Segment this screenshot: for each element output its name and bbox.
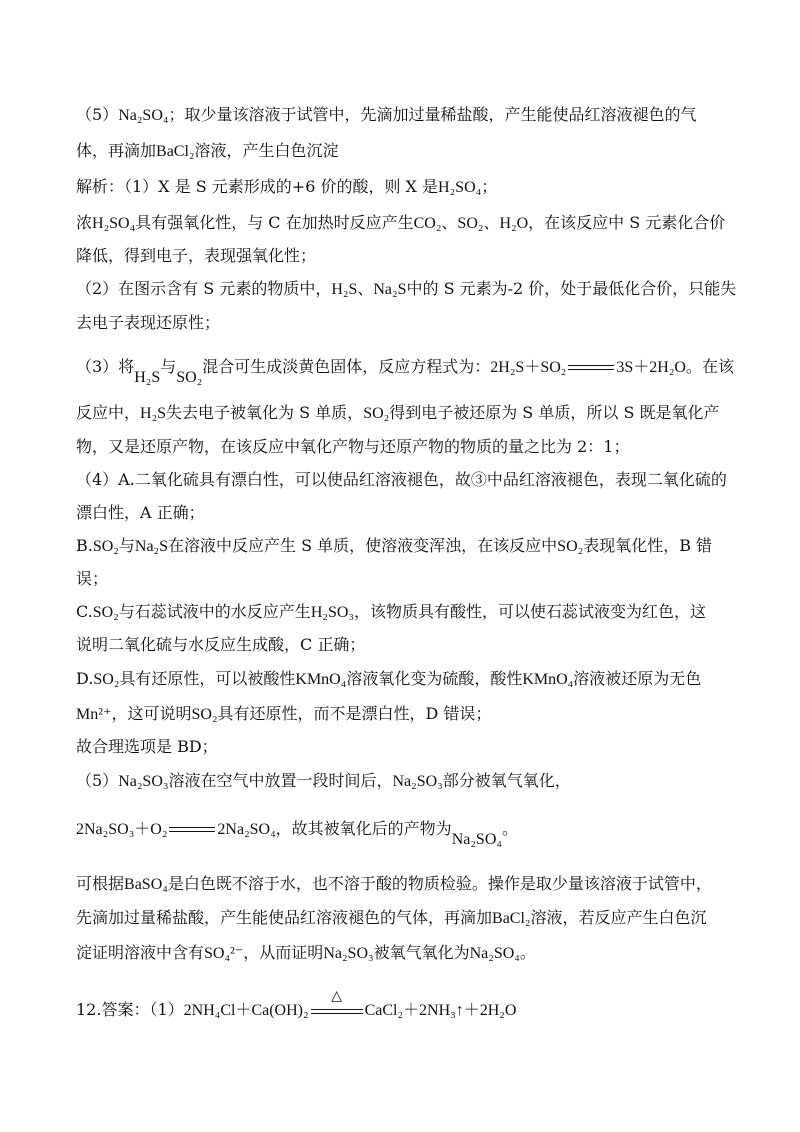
text: 表现氧化性，B 错 — [583, 536, 713, 555]
formula-h2s: H₂S — [140, 405, 167, 422]
text: 具有强氧化性，与 C 在加热时反应产生 — [135, 213, 414, 232]
equals-sign-icon — [169, 824, 215, 836]
formula-so2: SO₂ — [92, 538, 119, 555]
text: 溶液，若反应产生白色沉 — [530, 908, 707, 927]
formula-products: CO₂、SO₂、H₂O — [413, 215, 529, 232]
formula-na2so3: Na₂SO₃ — [392, 773, 443, 790]
text: ，该物质具有酸性，可以使石蕊试液变为红色，这 — [353, 602, 706, 621]
formula-so2: SO₂ — [176, 369, 203, 386]
analysis-5-line-2 — [76, 817, 740, 853]
text: B. — [76, 536, 93, 555]
analysis-4c-line-2 — [76, 633, 740, 657]
text: ，在该反应中 S 元素化合价 — [528, 213, 726, 232]
text: 溶液，产生白色沉淀 — [194, 141, 339, 160]
analysis-4-line-2 — [76, 501, 740, 525]
answer-12-line — [76, 990, 740, 1030]
text: 具有还原性，可以被酸性 — [119, 669, 296, 688]
formula-h2so4: H₂SO₄ — [92, 215, 136, 232]
text: ，故其被氧化后的产物为 — [275, 819, 452, 838]
equation-right: 2Na₂SO₄ — [217, 821, 276, 838]
text: 混合可生成淡黄色固体，反应方程式为： — [202, 357, 491, 376]
analysis-1-line-3 — [76, 244, 740, 268]
analysis-4d-line-1 — [76, 667, 740, 692]
formula-h2s: H₂S — [134, 369, 161, 386]
text: 可根据 — [76, 874, 125, 893]
analysis-1-line — [76, 175, 740, 200]
ion-sulfate: SO₄²⁻ — [204, 945, 244, 962]
text: 说明二氧化硫与水反应生成酸，C 正确； — [76, 635, 366, 654]
text: 降低，得到电子，表现强氧化性； — [76, 246, 317, 265]
formula-na2so3: Na₂SO₃ — [118, 773, 169, 790]
analysis-4d-line-2 — [76, 702, 740, 727]
text: 淀证明溶液中含有 — [76, 943, 205, 962]
analysis-4-conclusion — [76, 735, 740, 759]
text: 误； — [76, 569, 109, 588]
text: ； — [481, 177, 498, 196]
text: 。 — [501, 819, 518, 838]
answer-5-line-2 — [76, 139, 740, 164]
text: 漂白性，A 正确； — [76, 503, 205, 522]
text: 故合理选项是 BD； — [76, 737, 218, 756]
text: 先滴加过量稀盐酸，产生能使品红溶液褪色的气体，再滴加 — [76, 908, 493, 927]
formula-so2: SO₂ — [92, 604, 119, 621]
heat-triangle-icon: △ — [331, 990, 342, 1004]
analysis-3-line-3 — [76, 435, 740, 459]
analysis-4c-line-1 — [76, 600, 740, 625]
text: 溶液氧化变为硫酸，酸性 — [346, 669, 523, 688]
formula-baso4: BaSO₄ — [124, 876, 168, 893]
equals-sign-icon — [568, 362, 614, 374]
text: 与石蕊试液中的水反应产生 — [118, 602, 311, 621]
text: ，这可说明 — [111, 704, 192, 723]
formula-na2so4: Na₂SO₄ — [469, 945, 520, 962]
text: 中的 S 元素为-2 价，处于最低化合价，只能失 — [406, 279, 737, 298]
text: 在溶液中反应产生 S 单质，使溶液变浑浊，在该反应中 — [168, 536, 558, 555]
text: 浓 — [76, 213, 93, 232]
text: （5） — [76, 105, 119, 124]
formula-h2so4: H₂SO₄ — [438, 179, 482, 196]
text: 物，又是还原产物，在该反应中氧化产物与还原产物的物质的量之比为 2：1； — [76, 437, 630, 456]
formula-so2: SO₂ — [363, 405, 390, 422]
text: 。 — [519, 943, 536, 962]
text: 具有还原性，而不是漂白性，D 错误； — [217, 704, 492, 723]
equation-right: CaCl₂＋2NH₃↑＋2H₂O — [364, 1002, 517, 1019]
analysis-3-line-1 — [76, 355, 740, 389]
analysis-5-line-1 — [76, 769, 740, 794]
text: 反应中， — [76, 403, 141, 422]
text: （3）将 — [76, 357, 135, 376]
equation-left: 2H₂S＋SO₂ — [490, 359, 567, 376]
text: D. — [76, 669, 94, 688]
analysis-4-line-1 — [76, 468, 740, 492]
analysis-2-line-1 — [76, 277, 740, 302]
analysis-4b-line-2 — [76, 567, 740, 591]
text: 部分被氧气氧化， — [442, 771, 571, 790]
formula-bacl2: BaCl₂ — [492, 910, 531, 927]
formula-na2so4: Na₂SO₄ — [118, 107, 169, 124]
equation-right: 3S＋2H₂O — [616, 359, 686, 376]
analysis-5-line-4 — [76, 906, 740, 931]
analysis-3-line-2 — [76, 401, 740, 426]
text: 体，再滴加 — [76, 141, 157, 160]
text: ，从而证明 — [243, 943, 324, 962]
formula-so2: SO₂ — [191, 706, 218, 723]
formula-kmno4: KMnO₄ — [295, 671, 347, 688]
text: 溶液被还原为无色 — [573, 669, 702, 688]
analysis-5-line-5 — [76, 941, 740, 966]
formula-na2so3: Na₂SO₃ — [323, 945, 374, 962]
formula-so2: SO₂ — [93, 671, 120, 688]
formula-na2so4: Na₂SO₄ — [451, 831, 502, 848]
text: 是白色既不溶于水，也不溶于酸的物质检验。操作是取少量该溶液于试管中， — [167, 874, 712, 893]
formula-mn2plus: Mn²⁺ — [76, 706, 112, 723]
analysis-1-line-2 — [76, 211, 740, 236]
text: C. — [76, 602, 93, 621]
heating-equals-sign — [311, 990, 363, 1017]
text: 。在该 — [685, 357, 734, 376]
text: ；取少量该溶液于试管中，先滴加过量稀盐酸，产生能使品红溶液褪色的气 — [168, 105, 697, 124]
text: （2）在图示含有 S 元素的物质中， — [76, 279, 332, 298]
answer-5-line-1 — [76, 103, 740, 128]
text: 去电子表现还原性； — [76, 313, 221, 332]
formula-na2s: Na₂S — [134, 538, 169, 555]
formula-h2so3: H₂SO₃ — [310, 604, 354, 621]
text: 失去电子被氧化为 S 单质， — [166, 403, 364, 422]
equation-left: 2NH₄Cl＋Ca(OH)₂ — [183, 1002, 309, 1019]
analysis-2-line-2 — [76, 311, 740, 335]
text: 解析：（1）X 是 S 元素形成的+6 价的酸，则 X 是 — [76, 177, 439, 196]
text: （5） — [76, 771, 119, 790]
text: 被氧气氧化为 — [373, 943, 470, 962]
text: 12.答案：（1） — [76, 1000, 184, 1019]
text: 与 — [118, 536, 135, 555]
formula-so2: SO₂ — [557, 538, 584, 555]
equation-left: 2Na₂SO₃＋O₂ — [76, 821, 168, 838]
text: （4）A.二氧化硫具有漂白性，可以使品红溶液褪色，故③中品红溶液褪色，表现二氧化硫的 — [76, 470, 727, 489]
analysis-4b-line-1 — [76, 534, 740, 559]
formula-bacl2: BaCl₂ — [156, 143, 195, 160]
text: 溶液在空气中放置一段时间后， — [168, 771, 393, 790]
text: 与 — [160, 357, 177, 376]
formula-h2s-na2s: H₂S、Na₂S — [331, 281, 407, 298]
formula-kmno4: KMnO₄ — [522, 671, 574, 688]
text: 得到电子被还原为 S 单质，所以 S 既是氧化产 — [389, 403, 720, 422]
analysis-5-line-3 — [76, 872, 740, 897]
